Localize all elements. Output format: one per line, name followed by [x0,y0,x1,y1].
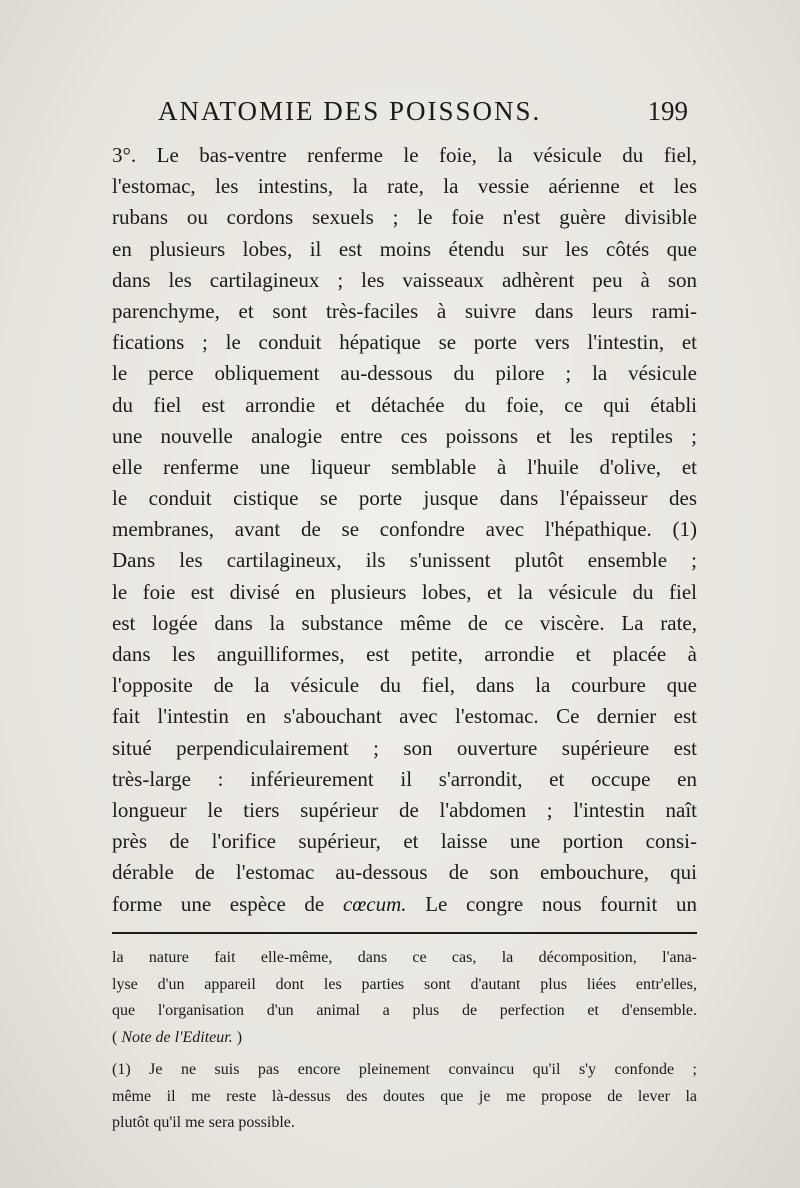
footnotes [112,945,697,1137]
editor-note-close: ) [232,1028,243,1046]
text-line: très-large : inférieurement il s'arrondit, et occupe en [112,766,697,791]
editor-note-open: ( [112,1028,122,1046]
text-line: rubans ou cordons sexuels ; le foie n'est guère divisible [112,205,697,230]
text-line: le perce obliquement au-dessous du pilore ; la vésicule [112,361,697,386]
text-line: situé perpendiculairement ; son ouverture supérieure est [112,735,697,760]
text-line: l'estomac, les intestins, la rate, la vessie aérienne et les [112,174,697,199]
text-line: l'opposite de la vésicule du fiel, dans la courbure que [112,673,697,698]
text-line: fait l'intestin en s'abouchant avec l'estomac. Ce dernier est [112,704,697,729]
running-title: ANATOMIE DES POISSONS. [158,96,542,126]
footnote-line: la nature fait elle-même, dans ce cas, la décomposition, l'ana- [112,949,697,966]
italic-term: cœcum. [342,891,407,916]
footnote-line: (1) Je ne suis pas encore pleinement convaincu qu'il s'y confonde ; [112,1061,697,1078]
text-line: dérable de l'estomac au-dessous de son embouchure, qui [112,860,697,885]
text-line: elle renferme une liqueur semblable à l'huile d'olive, et [112,454,697,479]
footnote-line: même il me reste là-dessus des doutes que je me propose de lever la [112,1087,697,1105]
text-line: une nouvelle analogie entre ces poissons et les reptiles ; [112,423,697,448]
text-line: fications ; le conduit hépatique se porte vers l'intestin, et [112,330,697,355]
footnote-rule [112,932,697,934]
last-line-prefix: forme une espèce de [112,891,343,916]
text-line: du fiel est arrondie et détachée du foie, ce qui établi [112,392,697,417]
text-line: le foie est divisé en plusieurs lobes, et la vésicule du fiel [112,579,697,604]
main-text [112,140,697,920]
text-line: membranes, avant de se confondre avec l'hépathique. (1) [112,517,697,542]
text-line: 3°. Le bas-ventre renferme le foie, la vésicule du fiel, [112,143,697,167]
text-line-last [112,889,697,920]
text-line: près de l'orifice supérieur, et laisse une portion consi- [112,829,697,854]
running-head [158,96,688,136]
footnote-line: lyse d'un appareil dont les parties sont d'autant plus liées entr'elles, [112,975,697,993]
text-line: est logée dans la substance même de ce viscère. La rate, [112,610,697,635]
editor-note [112,1025,697,1052]
footnote-line: que l'organisation d'un animal a plus de perfection et d'ensemble. [112,1002,697,1019]
page-number: 199 [647,96,688,126]
text-line: parenchyme, et sont très-faciles à suivre dans leurs rami- [112,298,697,323]
footnote-line: plutôt qu'il me sera possible. [112,1114,295,1131]
text-line: dans les anguilliformes, est petite, arrondie et placée à [112,642,697,666]
text-line: en plusieurs lobes, il est moins étendu sur les côtés que [112,236,697,261]
text-line: Dans les cartilagineux, ils s'unissent plutôt ensemble ; [112,548,697,573]
last-line-suffix: Le congre nous fournit un [406,891,697,916]
text-line: dans les cartilagineux ; les vaisseaux adhèrent peu à son [112,267,697,292]
text-line: longueur le tiers supérieur de l'abdomen ; l'intestin naît [112,797,697,822]
editor-note-label: Note de l'Editeur. [121,1028,233,1046]
text-line: le conduit cistique se porte jusque dans l'épaisseur des [112,486,697,511]
